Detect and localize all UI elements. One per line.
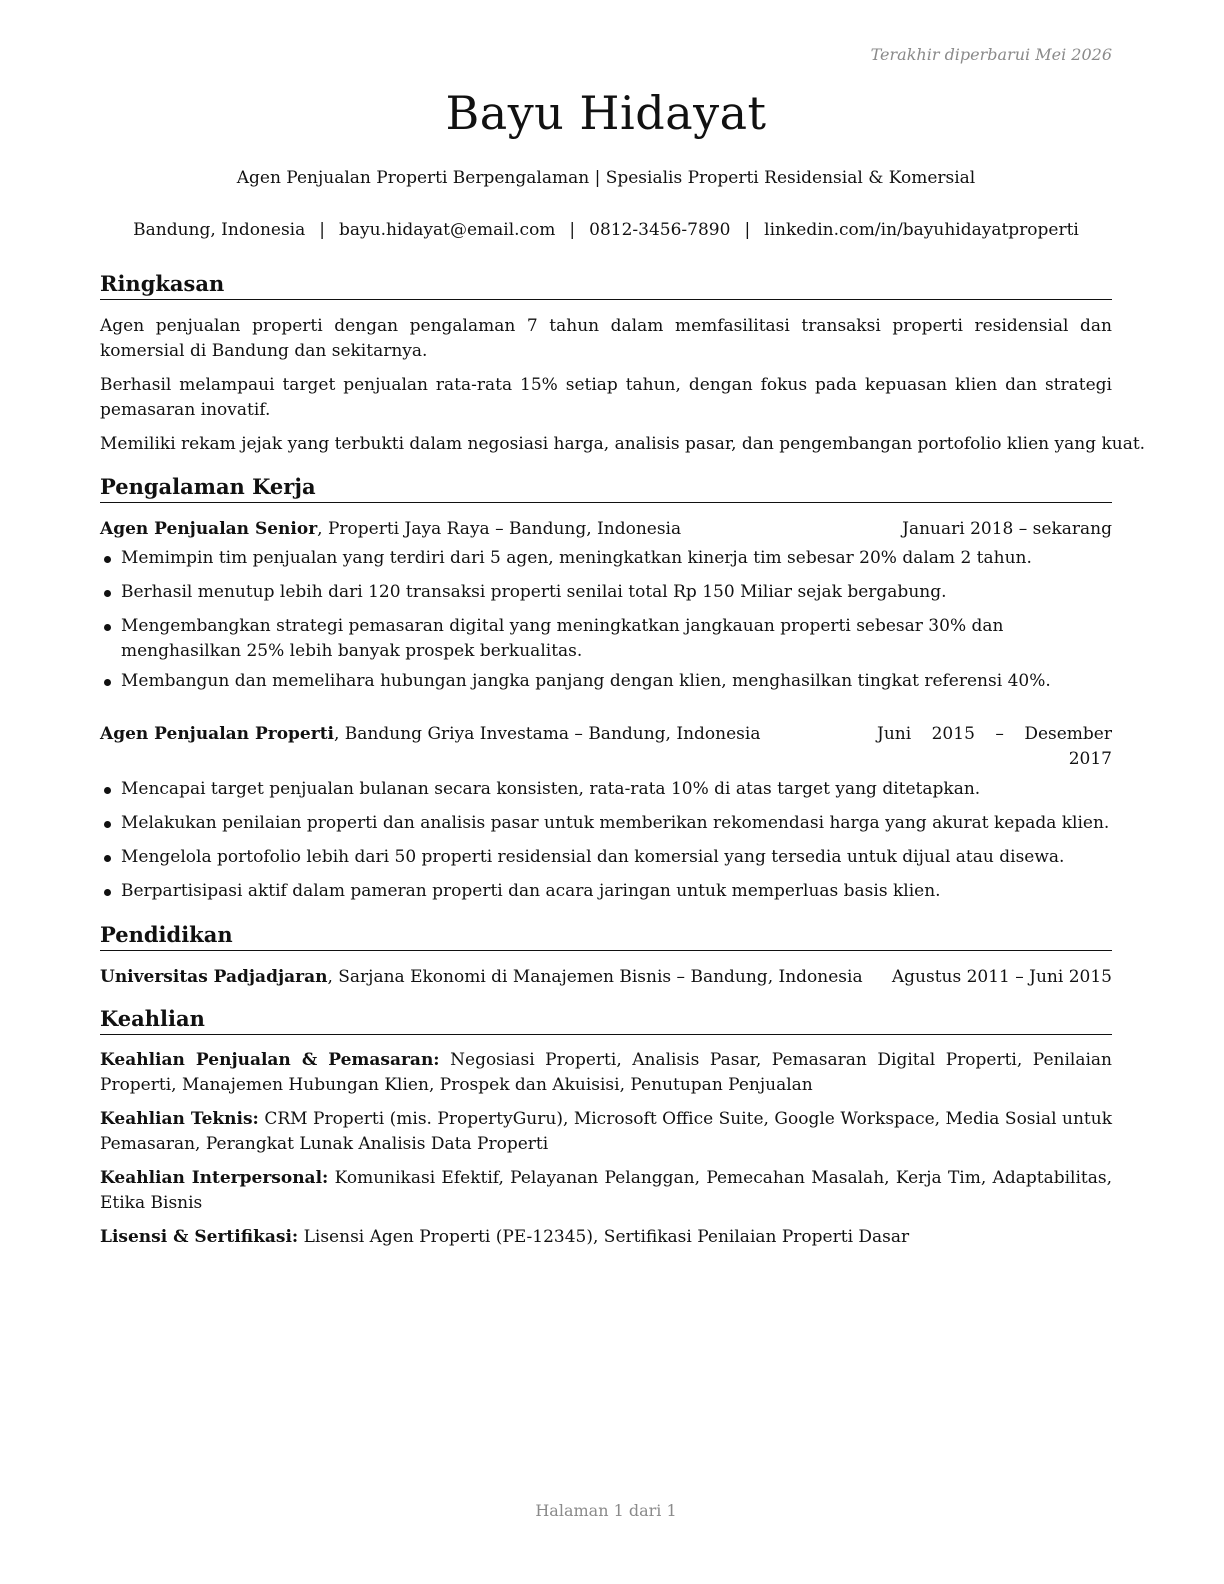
skill-value: Lisensi Agen Properti (PE-12345), Sertifikasi Penilaian Properti Dasar xyxy=(298,1227,910,1247)
experience-section xyxy=(100,474,1112,904)
job-header xyxy=(100,722,1112,772)
job-role: Agen Penjualan Properti xyxy=(100,724,334,744)
job-bullets xyxy=(100,777,1112,904)
education-section xyxy=(100,922,1112,990)
job-title-line xyxy=(100,722,760,772)
job-bullet: Mengelola portofolio lebih dari 50 properti residensial dan komersial yang tersedia untuk dijual atau disewa. xyxy=(100,845,1112,870)
education-entry xyxy=(100,965,1112,990)
education-dates: Agustus 2011 – Juni 2015 xyxy=(891,967,1112,987)
section-title-skills: Keahlian xyxy=(100,1006,1112,1035)
skill-group xyxy=(100,1107,1112,1157)
contact-phone: 0812-3456-7890 xyxy=(589,220,731,240)
job-header xyxy=(100,517,1112,542)
skill-group xyxy=(100,1225,1112,1250)
summary-paragraph: Memiliki rekam jejak yang terbukti dalam negosiasi harga, analisis pasar, dan pengembangan portofolio klien yang kuat. xyxy=(100,434,1146,454)
job-company: , Bandung Griya Investama – Bandung, Indonesia xyxy=(334,724,761,744)
page-indicator: Halaman 1 dari 1 xyxy=(535,1501,677,1520)
job-bullet: Berhasil menutup lebih dari 120 transaksi properti senilai total Rp 150 Miliar sejak bergabung. xyxy=(100,580,1112,605)
contact-location: Bandung, Indonesia xyxy=(133,220,306,240)
skill-value: Negosiasi Properti, Analisis Pasar, Pemasaran Digital Properti, Penilaian Properti, Manajemen Hubungan Klien, Prospek dan Akuisisi, Penutupan Penjualan xyxy=(100,1050,1113,1095)
job-bullet: Mencapai target penjualan bulanan secara konsisten, rata-rata 10% di atas target yang ditetapkan. xyxy=(100,777,1112,802)
skill-label: Keahlian Interpersonal: xyxy=(100,1168,329,1188)
job-bullet: Berpartisipasi aktif dalam pameran properti dan acara jaringan untuk memperluas basis klien. xyxy=(100,879,1112,904)
education-title-line xyxy=(100,965,863,990)
headline: Agen Penjualan Properti Berpengalaman | Spesialis Properti Residensial & Komersial xyxy=(236,168,976,188)
section-title-experience: Pengalaman Kerja xyxy=(100,474,1112,503)
job-bullet: Melakukan penilaian properti dan analisis pasar untuk memberikan rekomendasi harga yang akurat kepada klien. xyxy=(100,811,1112,836)
skill-group xyxy=(100,1048,1112,1098)
skill-label: Keahlian Teknis: xyxy=(100,1109,259,1129)
contact-separator: | xyxy=(569,220,576,240)
skill-label: Keahlian Penjualan & Pemasaran: xyxy=(100,1050,440,1070)
contact-separator: | xyxy=(319,220,325,240)
education-school: Universitas Padjadjaran xyxy=(100,967,328,987)
skill-value: Komunikasi Efektif, Pelayanan Pelanggan, Pemecahan Masalah, Kerja Tim, Adaptabilitas, Etika Bisnis xyxy=(100,1168,1112,1213)
job-bullet: Memimpin tim penjualan yang terdiri dari 5 agen, meningkatkan kinerja tim sebesar 20% dalam 2 tahun. xyxy=(100,546,1112,571)
summary-section xyxy=(100,271,1146,457)
section-title-summary: Ringkasan xyxy=(100,271,1112,300)
job-dates: Januari 2018 – sekarang xyxy=(902,519,1112,539)
job-company: , Properti Jaya Raya – Bandung, Indonesia xyxy=(317,519,682,539)
contact-line xyxy=(100,220,1112,240)
job-entry xyxy=(100,722,1112,904)
job-role: Agen Penjualan Senior xyxy=(100,519,318,539)
job-bullet: Membangun dan memelihara hubungan jangka panjang dengan klien, menghasilkan tingkat referensi 40%. xyxy=(100,669,1112,694)
contact-separator: | xyxy=(744,220,751,240)
skill-label: Lisensi & Sertifikasi: xyxy=(100,1227,299,1247)
skill-group xyxy=(100,1166,1112,1216)
last-updated-note: Terakhir diperbarui Mei 2026 xyxy=(870,45,1112,64)
skill-value: CRM Properti (mis. PropertyGuru), Microsoft Office Suite, Google Workspace, Media Sosial untuk Pemasaran, Perangkat Lunak Analisis Data Properti xyxy=(100,1109,1112,1154)
contact-email[interactable]: bayu.hidayat@email.com xyxy=(339,220,556,240)
job-entry xyxy=(100,517,1112,694)
candidate-name: Bayu Hidayat xyxy=(445,86,767,140)
education-degree: , Sarjana Ekonomi di Manajemen Bisnis – Bandung, Indonesia xyxy=(327,967,863,987)
job-bullet: Mengembangkan strategi pemasaran digital yang meningkatkan jangkauan properti sebesar 30% dan menghasilkan 25% lebih banyak prospek berkualitas. xyxy=(100,614,1112,664)
skills-section xyxy=(100,1006,1112,1250)
job-bullets xyxy=(100,546,1112,694)
resume-page xyxy=(100,0,1146,1584)
contact-linkedin[interactable]: linkedin.com/in/bayuhidayatproperti xyxy=(764,220,1079,240)
summary-paragraph: Berhasil melampaui target penjualan rata-rata 15% setiap tahun, dengan fokus pada kepuasan klien dan strategi pemasaran inovatif. xyxy=(100,375,1112,420)
job-title-line xyxy=(100,517,681,542)
job-dates: Juni 2015 – Desember 2017 xyxy=(877,724,1112,769)
summary-paragraph: Agen penjualan properti dengan pengalaman 7 tahun dalam memfasilitasi transaksi properti residensial dan komersial di Bandung dan sekitarnya. xyxy=(100,316,1112,361)
section-title-education: Pendidikan xyxy=(100,922,1112,951)
